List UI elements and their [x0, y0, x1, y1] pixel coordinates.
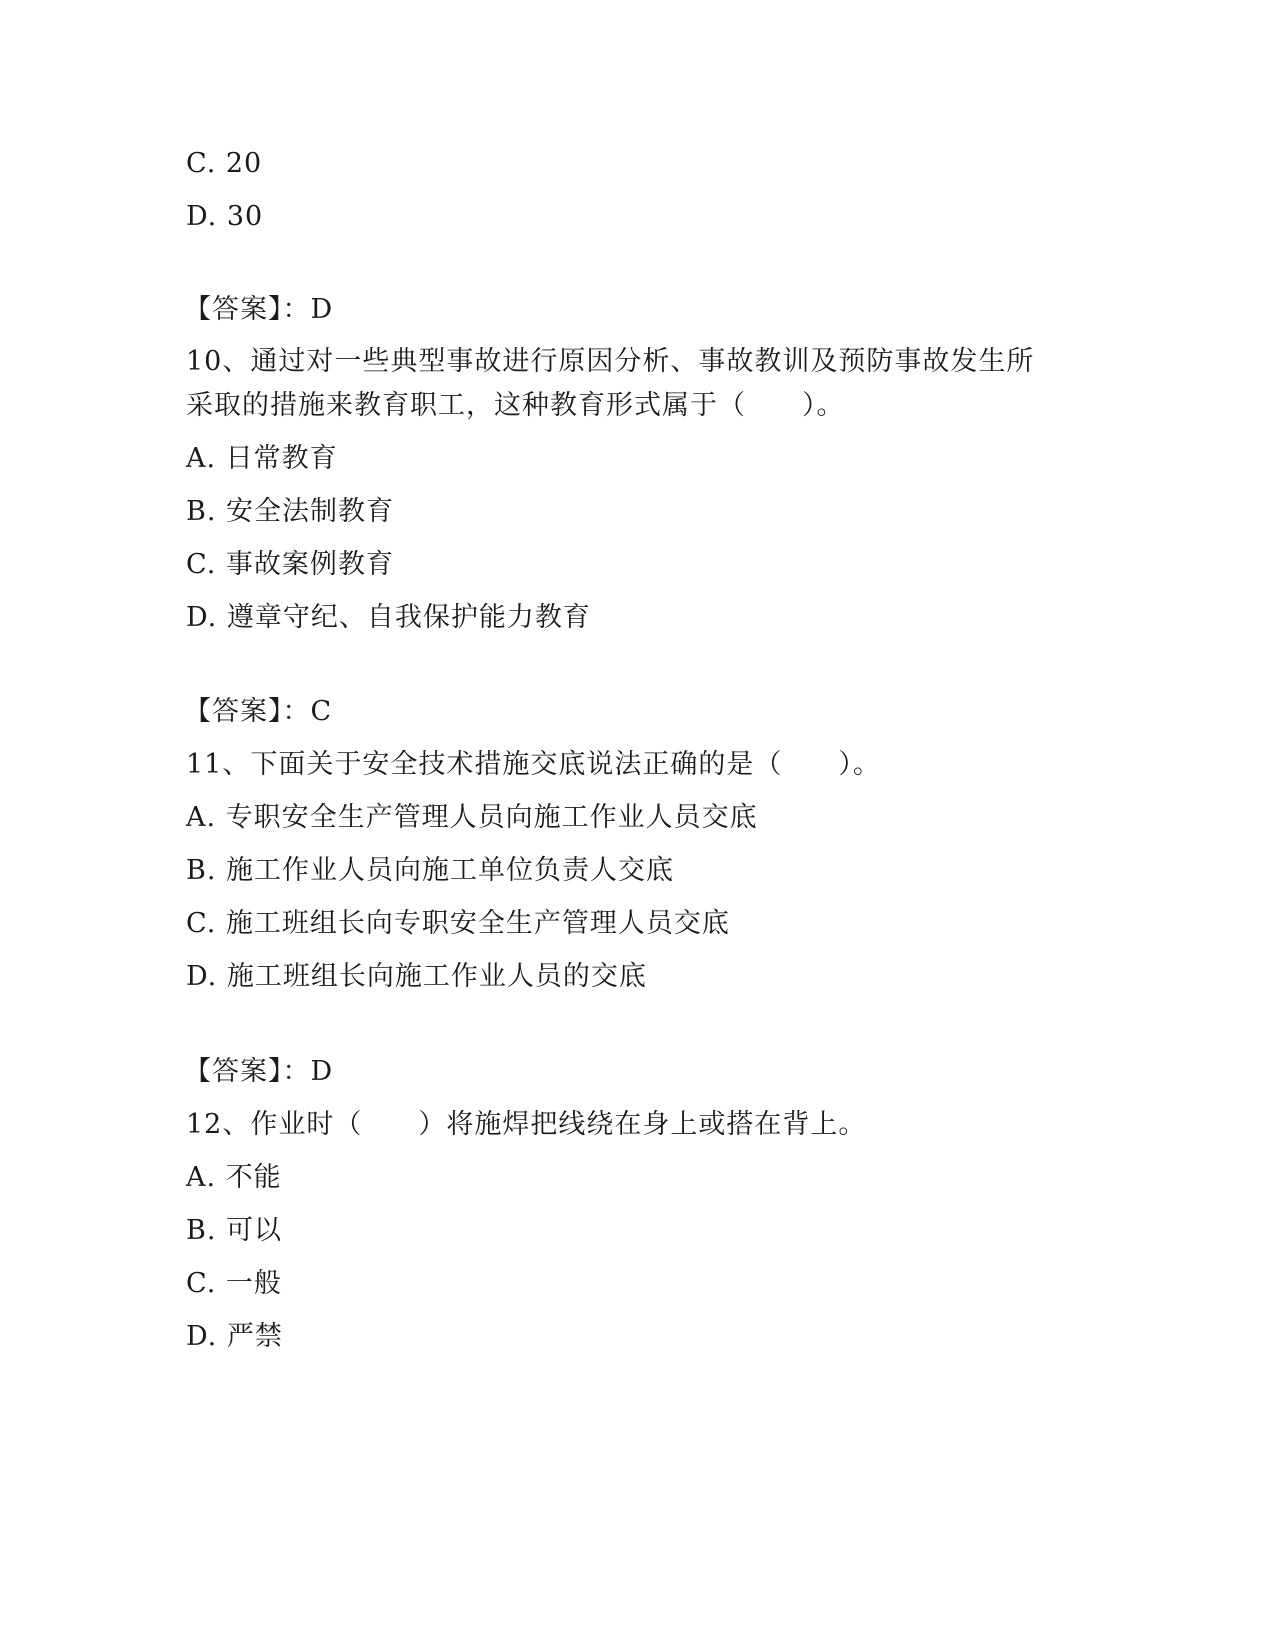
- q11-option-d: D. 施工班组长向施工作业人员的交底: [186, 961, 647, 992]
- q12-option-d: D. 严禁: [186, 1321, 283, 1352]
- q10-option-c: C. 事故案例教育: [186, 549, 394, 580]
- q12-option-b: B. 可以: [186, 1215, 283, 1246]
- q11-answer: 【答案】：D: [184, 1056, 334, 1087]
- q10-stem-line2: 采取的措施来教育职工，这种教育形式属于（ ）。: [186, 390, 845, 421]
- q12-option-a: A. 不能: [186, 1162, 282, 1193]
- q11-stem: 11、下面关于安全技术措施交底说法正确的是（ ）。: [186, 749, 881, 780]
- q10-option-a: A. 日常教育: [186, 443, 338, 474]
- q12-stem: 12、作业时（ ）将施焊把线绕在身上或搭在背上。: [186, 1109, 867, 1140]
- q10-stem-line1: 10、通过对一些典型事故进行原因分析、事故教训及预防事故发生所: [186, 346, 1035, 377]
- q11-option-c: C. 施工班组长向专职安全生产管理人员交底: [186, 908, 730, 939]
- q11-option-b: B. 施工作业人员向施工单位负责人交底: [186, 855, 675, 886]
- q9-answer: 【答案】：D: [184, 294, 334, 325]
- q9-option-c: C. 20: [186, 148, 263, 179]
- q9-option-d: D. 30: [186, 201, 264, 232]
- q10-option-d: D. 遵章守纪、自我保护能力教育: [186, 602, 591, 633]
- q10-answer: 【答案】：C: [184, 696, 333, 727]
- q11-option-a: A. 专职安全生产管理人员向施工作业人员交底: [186, 802, 758, 833]
- q10-option-b: B. 安全法制教育: [186, 496, 395, 527]
- q12-option-c: C. 一般: [186, 1268, 282, 1299]
